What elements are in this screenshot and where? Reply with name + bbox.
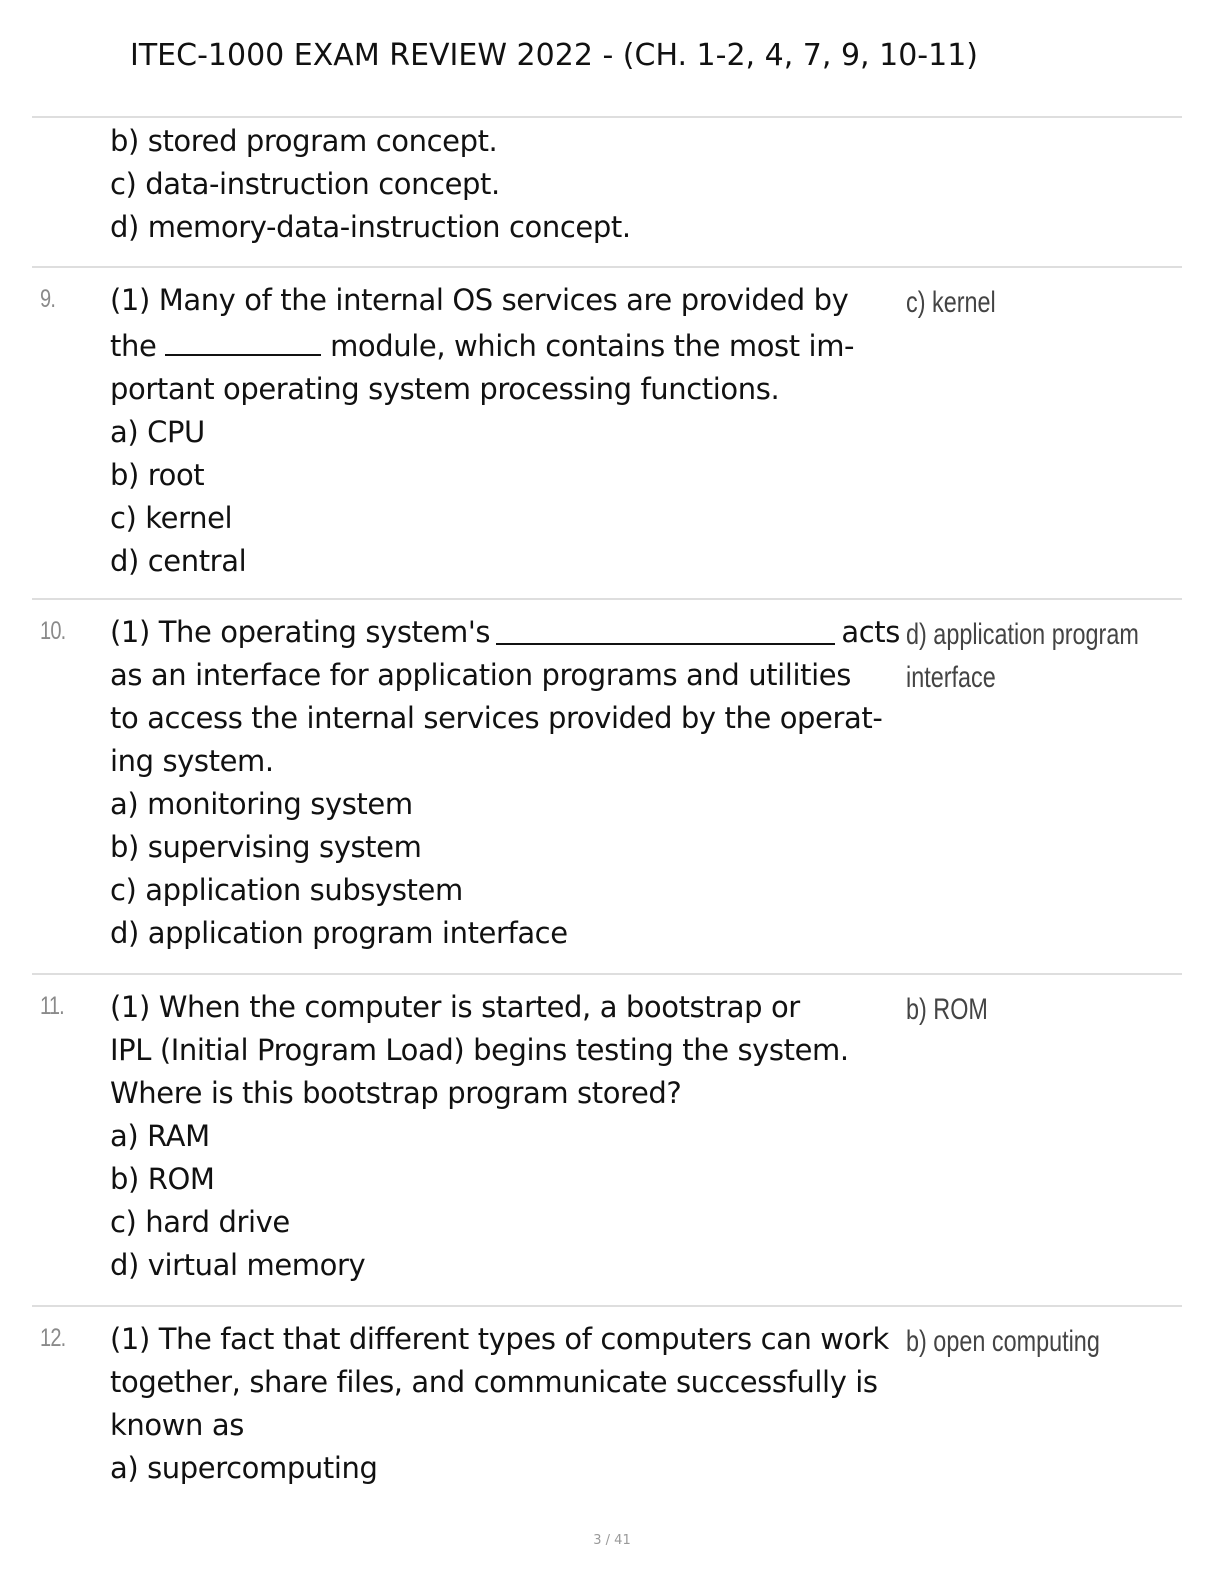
question-fragment: the — [110, 329, 157, 363]
option: d) application program interface — [110, 916, 568, 950]
question-number: 11. — [40, 992, 64, 1020]
handwritten-answer — [906, 613, 1139, 699]
question-line — [110, 322, 900, 368]
option: c) hard drive — [110, 1205, 290, 1239]
question-line: Where is this bootstrap program stored? — [110, 1076, 682, 1110]
question-number: 12. — [40, 1324, 66, 1352]
question-fragment: (1) The operating system's — [110, 615, 491, 649]
question-line: portant operating system processing functions. — [110, 372, 780, 406]
question-line: to access the internal services provided by the operat- — [110, 701, 883, 735]
answer-line: interface — [906, 661, 996, 694]
option: a) supercomputing — [110, 1451, 378, 1485]
answer-line: d) application program — [906, 618, 1139, 651]
question-text — [110, 611, 900, 955]
option: a) monitoring system — [110, 787, 413, 821]
answer-line: b) ROM — [906, 993, 988, 1026]
page-number: 3 / 41 — [593, 1533, 631, 1548]
option: a) CPU — [110, 415, 205, 449]
section-divider — [32, 266, 1182, 268]
option: a) RAM — [110, 1119, 210, 1153]
question-number: 10. — [40, 617, 66, 645]
option: c) kernel — [110, 501, 233, 535]
option: b) stored program concept. — [110, 124, 498, 158]
page-header-title: ITEC-1000 EXAM REVIEW 2022 - (CH. 1-2, 4, 7, 9, 10-11) — [130, 38, 978, 73]
handwritten-answer — [906, 988, 988, 1031]
handwritten-answer — [906, 281, 996, 324]
question-fragment: acts — [841, 615, 900, 649]
question-text — [110, 986, 900, 1287]
section-divider — [32, 116, 1182, 118]
question-line: together, share files, and communicate successfully is — [110, 1365, 878, 1399]
option: b) root — [110, 458, 205, 492]
question-fragment: module, which contains the most im- — [330, 329, 855, 363]
question-line: (1) The fact that different types of computers can work — [110, 1322, 889, 1356]
answer-line: c) kernel — [906, 286, 996, 319]
question-line: (1) Many of the internal OS services are provided by — [110, 283, 849, 317]
section-divider — [32, 598, 1182, 600]
answer-line: b) open computing — [906, 1325, 1100, 1358]
answer-blank — [496, 611, 835, 645]
question-line — [110, 611, 900, 654]
option: c) data-instruction concept. — [110, 167, 500, 201]
option: b) ROM — [110, 1162, 215, 1196]
question-text — [110, 1318, 900, 1490]
answer-blank — [165, 322, 321, 356]
option: d) memory-data-instruction concept. — [110, 210, 631, 244]
question-line: known as — [110, 1408, 244, 1442]
section-divider — [32, 1305, 1182, 1307]
option: d) virtual memory — [110, 1248, 366, 1282]
question-line: as an interface for application programs and utilities — [110, 658, 851, 692]
option: d) central — [110, 544, 247, 578]
section-divider — [32, 973, 1182, 975]
option: b) supervising system — [110, 830, 422, 864]
continued-options — [110, 120, 900, 249]
handwritten-answer — [906, 1320, 1100, 1363]
question-number: 9. — [40, 285, 56, 313]
question-line: ing system. — [110, 744, 274, 778]
question-text — [110, 279, 900, 583]
option: c) application subsystem — [110, 873, 463, 907]
question-line: IPL (Initial Program Load) begins testing the system. — [110, 1033, 849, 1067]
question-line: (1) When the computer is started, a bootstrap or — [110, 990, 800, 1024]
